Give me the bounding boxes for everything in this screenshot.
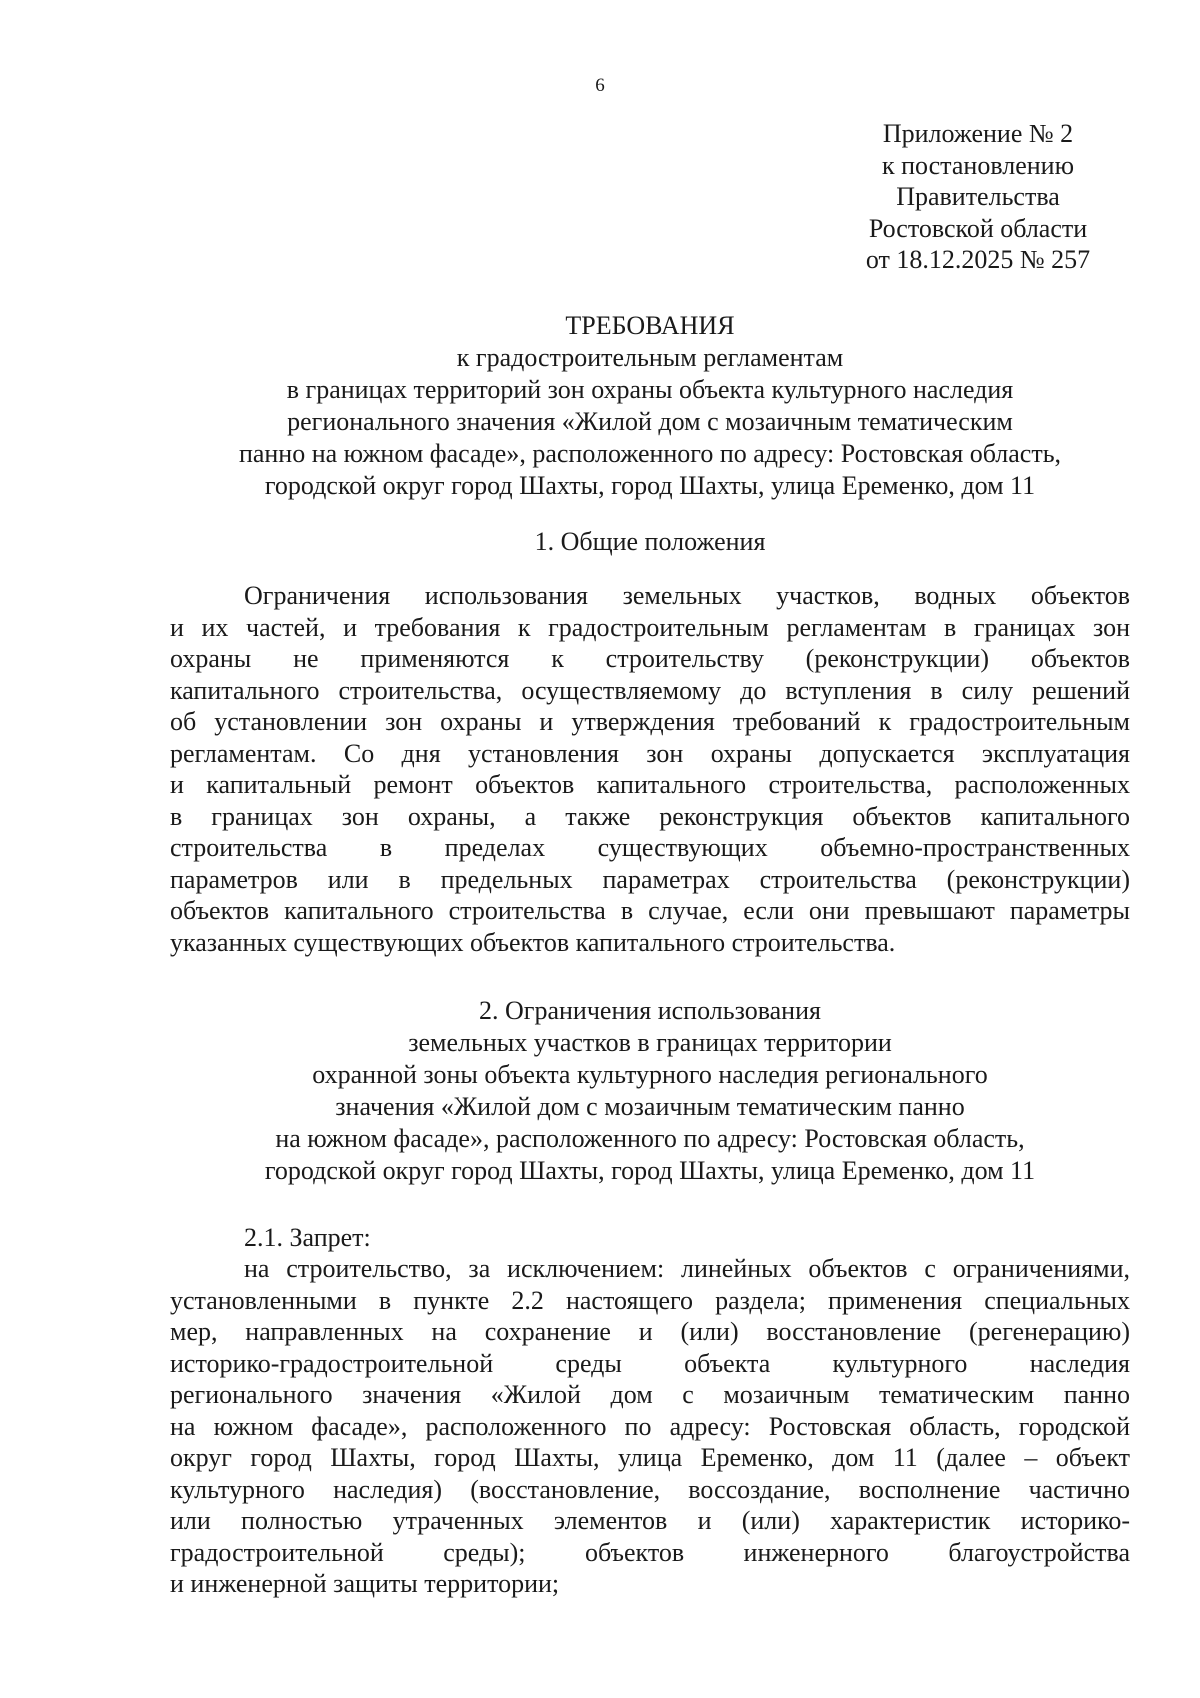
paragraph-line: градостроительной среды); объектов инженерного благоустройства <box>170 1537 1130 1567</box>
appendix-line: Ростовской области <box>868 213 1088 243</box>
paragraph-line: округ город Шахты, город Шахты, улица Еременко, дом 11 (далее – объект <box>170 1443 1130 1472</box>
appendix-line: к постановлению <box>881 150 1075 180</box>
paragraph-line: указанных существующих объектов капитального строительства. <box>170 927 896 957</box>
section-1-heading <box>170 526 1130 558</box>
appendix-line: Правительства <box>896 182 1060 211</box>
title-line: панно на южном фасаде», расположенного по адресу: Ростовская область, <box>238 439 1062 468</box>
appendix-block <box>818 118 1138 276</box>
paragraph-line: и инженерной защиты территории; <box>170 1569 560 1598</box>
paragraph-line: регионального значения «Жилой дом с мозаичным тематическим панно <box>170 1380 1130 1409</box>
section-2-heading-line: городской округ город Шахты, город Шахты, улица Еременко, дом 11 <box>264 1156 1036 1185</box>
section-2-heading-line: охранной зоны объекта культурного наследия регионального <box>312 1060 988 1089</box>
title-line: в границах территорий зон охраны объекта культурного наследия <box>286 375 1014 404</box>
page-number: 6 <box>595 75 605 96</box>
appendix-line: Приложение № 2 <box>882 119 1074 148</box>
paragraph-line: на южном фасаде», расположенного по адресу: Ростовская область, городской <box>170 1411 1130 1441</box>
paragraph-line: на строительство, за исключением: линейных объектов с ограничениями, <box>244 1254 1130 1283</box>
paragraph-line: регламентам. Со дня установления зон охраны допускается эксплуатация <box>170 738 1130 768</box>
paragraph-line: культурного наследия) (восстановление, воссоздание, восполнение частично <box>170 1474 1130 1504</box>
title-line: регионального значения «Жилой дом с мозаичным тематическим <box>287 407 1013 436</box>
paragraph-line: параметров или в предельных параметрах строительства (реконструкции) <box>170 864 1130 894</box>
paragraph-line: мер, направленных на сохранение и (или) восстановление (регенерацию) <box>170 1317 1130 1346</box>
document-title <box>170 310 1130 502</box>
paragraph-line: установленными в пункте 2.2 настоящего раздела; применения специальных <box>170 1285 1130 1315</box>
paragraph-line: историко-градостроительной среды объекта культурного наследия <box>170 1348 1130 1378</box>
subsection-2-1-paragraph <box>170 1253 1130 1600</box>
title-line: к градостроительным регламентам <box>456 343 844 372</box>
paragraph-line: строительства в пределах существующих объемно-пространственных <box>170 833 1130 862</box>
section-1-heading-text: 1. Общие положения <box>534 527 766 556</box>
paragraph-line: или полностью утраченных элементов и (или) характеристик историко- <box>170 1506 1130 1535</box>
title-heading: ТРЕБОВАНИЯ <box>565 311 735 340</box>
paragraph-line: объектов капитального строительства в случае, если они превышают параметры <box>170 896 1130 925</box>
paragraph-line: капитального строительства, осуществляемому до вступления в силу решений <box>170 675 1130 705</box>
section-1-paragraph <box>170 580 1130 958</box>
paragraph-line: в границах зон охраны, а также реконструкция объектов капитального <box>170 801 1130 831</box>
paragraph-line: и капитальный ремонт объектов капитального строительства, расположенных <box>170 770 1130 799</box>
paragraph-line: Ограничения использования земельных участков, водных объектов <box>244 581 1130 610</box>
section-2-heading-line: значения «Жилой дом с мозаичным тематическим панно <box>335 1092 965 1121</box>
section-2-heading <box>170 995 1130 1187</box>
appendix-line: от 18.12.2025 № 257 <box>865 245 1091 274</box>
section-2-heading-line: земельных участков в границах территории <box>408 1028 892 1057</box>
title-line: городской округ город Шахты, город Шахты, улица Еременко, дом 11 <box>264 471 1036 500</box>
section-2-heading-line: на южном фасаде», расположенного по адресу: Ростовская область, <box>275 1124 1025 1153</box>
paragraph-line: об установлении зон охраны и утверждения требований к градостроительным <box>170 707 1130 736</box>
paragraph-line: охраны не применяются к строительству (реконструкции) объектов <box>170 644 1130 673</box>
subsection-2-1-label: 2.1. Запрет: <box>244 1223 371 1252</box>
paragraph-line: и их частей, и требования к градостроительным регламентам в границах зон <box>170 612 1130 642</box>
section-2-heading-line: 2. Ограничения использования <box>479 996 821 1025</box>
